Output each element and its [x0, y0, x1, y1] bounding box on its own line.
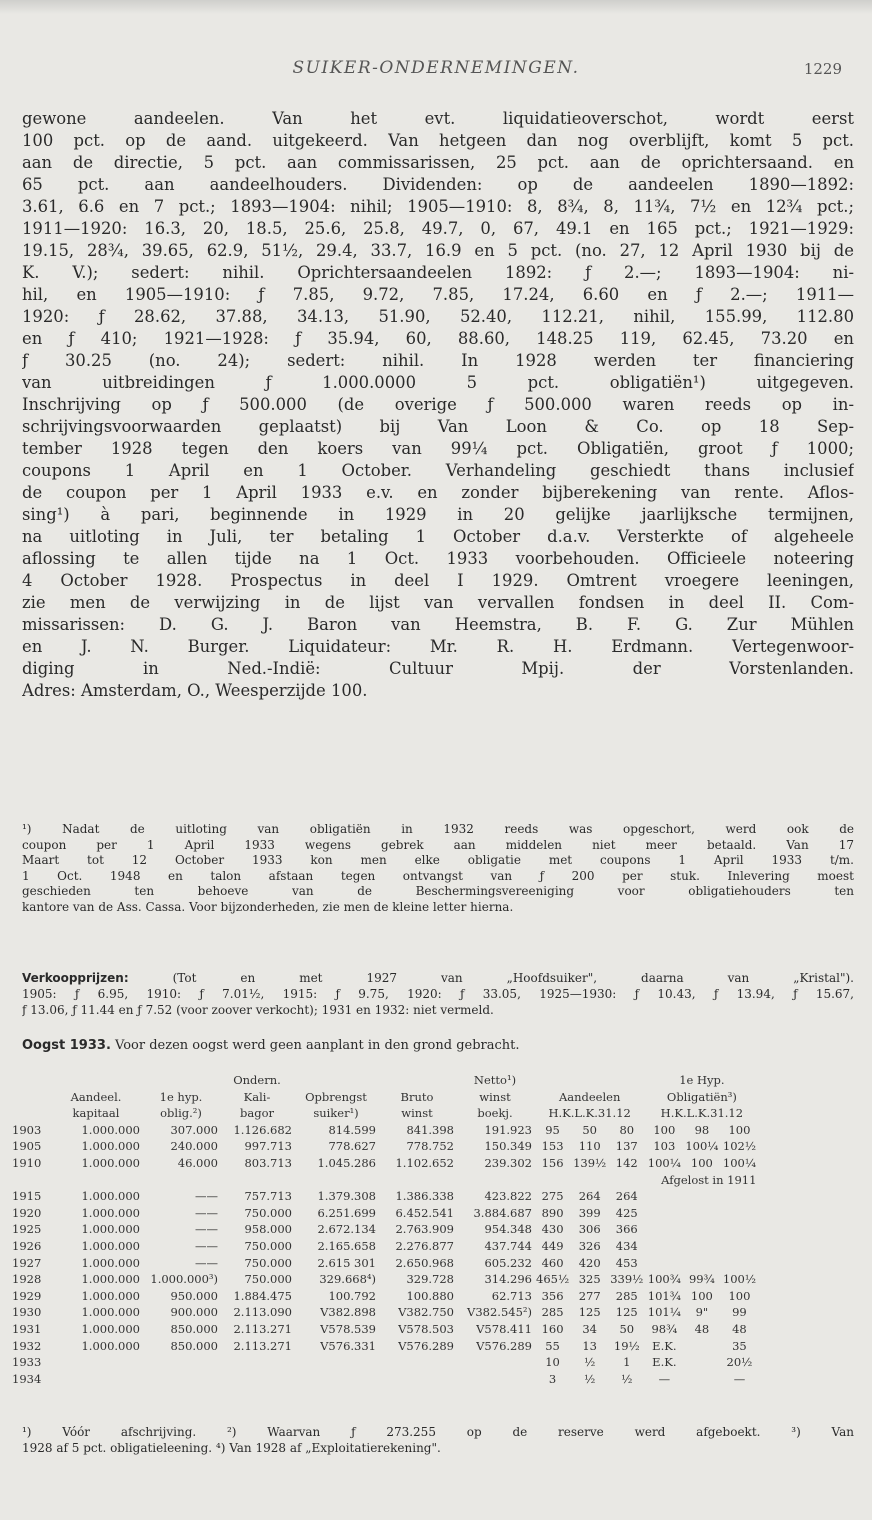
table-header-cell: Opbrengst	[305, 1089, 367, 1104]
table-cell	[456, 1354, 534, 1371]
table-cell: 750.000	[244, 1255, 292, 1270]
text-line: de coupon per 1 April 1933 e.v. en zonder bijberekening van rente. Aflos-	[22, 483, 854, 502]
row-year: 1929	[12, 1288, 42, 1303]
text-line: 1911—1920: 16.3, 20, 18.5, 25.6, 25.8, 49.7, 0, 67, 49.1 en 165 pct.; 1921—1929:	[22, 219, 854, 238]
table-cell: 430	[541, 1222, 564, 1237]
text-line: van uitbreidingen ƒ 1.000.0000 5 pct. obligatiën¹) uitgegeven.	[22, 373, 854, 392]
row-year: 1933	[12, 1355, 42, 1370]
table-header-cell: Ondern.	[233, 1073, 281, 1087]
table-cell: 34	[582, 1321, 597, 1336]
table-cell: 100	[728, 1288, 751, 1303]
footnote-line: kantore van de Ass. Cassa. Voor bijzonderheden, zie men de kleine letter hierna.	[22, 899, 514, 914]
table-cell: E.K.	[652, 1338, 677, 1353]
footnote-line: ¹) Nadat de uitloting van obligatiën in 1932 reeds was opgeschort, werd ook de	[22, 822, 854, 836]
table-cell: 6.251.699	[317, 1205, 376, 1220]
row-year: 1905	[12, 1139, 42, 1154]
row-year: 1927	[12, 1255, 42, 1270]
table-cell: 95	[545, 1122, 560, 1137]
footnote-line: Maart tot 12 October 1933 kon men elke obligatie met coupons 1 April 1933 t/m.	[22, 853, 854, 867]
table-cell: 1.000.000	[81, 1238, 140, 1253]
table-cell: 1.000.000	[81, 1189, 140, 1204]
table-cell: 153	[541, 1139, 564, 1154]
page-header	[0, 58, 872, 84]
table-row	[10, 1371, 758, 1388]
row-year: 1934	[12, 1371, 42, 1386]
table-header-cell	[142, 1072, 220, 1089]
table-cell: 958.000	[244, 1222, 292, 1237]
table-cell: 1.000.000	[81, 1222, 140, 1237]
table-cell: 339½	[610, 1272, 644, 1287]
text-line: schrijvingsvoorwaarden geplaatst) bij Van Loon & Co. op 18 Sep-	[22, 417, 854, 436]
table-header-cell: Aandeel.	[70, 1089, 122, 1104]
table-cell	[645, 1255, 683, 1272]
verkoop-label: Verkoopprijzen:	[22, 971, 129, 985]
table-cell: 750.000	[244, 1205, 292, 1220]
text-line: Inschrijving op ƒ 500.000 (de overige ƒ 500.000 waren reeds op in-	[22, 395, 854, 414]
table-cell: 10	[545, 1355, 560, 1370]
table-cell: 100	[728, 1122, 751, 1137]
table-cell	[50, 1354, 142, 1371]
table-cell: 900.000	[170, 1305, 218, 1320]
table-row	[10, 1271, 758, 1288]
table-cell: 100½	[722, 1272, 756, 1287]
table-cell: 240.000	[170, 1139, 218, 1154]
table-cell	[456, 1371, 534, 1388]
table-cell: 137	[615, 1139, 638, 1154]
table-cell: 101¾	[647, 1288, 681, 1303]
table-cell: ——	[195, 1222, 218, 1237]
table-cell: 264	[615, 1189, 638, 1204]
table-header-cell	[534, 1072, 645, 1089]
table-cell: 325	[578, 1272, 601, 1287]
table-header-cell: bagor	[239, 1106, 274, 1121]
table-cell: 356	[541, 1288, 564, 1303]
text-line: tember 1928 tegen den koers van 99¼ pct. Obligatiën, groot ƒ 1000;	[22, 439, 854, 458]
table-cell: —	[658, 1371, 671, 1386]
table-cell: 778.627	[328, 1139, 376, 1154]
table-cell: 62.713	[491, 1288, 532, 1303]
footnote-1	[22, 822, 854, 915]
table-cell: 1.386.338	[395, 1189, 454, 1204]
table-cell: 103	[653, 1139, 676, 1154]
table-cell: 99	[732, 1305, 747, 1320]
table-header-cell: Aandeelen	[558, 1089, 621, 1104]
text-line: na uitloting in Juli, ter betaling 1 October d.a.v. Versterkte of algeheele	[22, 527, 854, 546]
table-cell: E.K.	[652, 1355, 677, 1370]
table-cell: 48	[694, 1321, 710, 1336]
table-cell: 306	[578, 1222, 601, 1237]
table-cell: 19½	[613, 1338, 640, 1353]
text-line: zie men de verwijzing in de lijst van vervallen fondsen in deel II. Com-	[22, 593, 854, 612]
table-cell: 100¼	[647, 1155, 681, 1170]
text-line: 100 pct. op de aand. uitgekeerd. Van hetgeen dan nog overblijft, komt 5 pct.	[22, 131, 854, 150]
verkoopprijzen-section	[22, 970, 854, 1018]
table-row	[10, 1304, 758, 1321]
table-cell: 13	[582, 1338, 597, 1353]
verkoop-line: 1905: ƒ 6.95, 1910: ƒ 7.01½, 1915: ƒ 9.75, 1920: ƒ 33.05, 1925—1930: ƒ 10.43, ƒ 13.94, ƒ 15.67,	[22, 987, 854, 1001]
row-year: 1928	[12, 1272, 42, 1287]
table-cell: V382.545²)	[467, 1305, 532, 1320]
table-cell: 1.000.000	[81, 1321, 140, 1336]
verkoop-line: Verkoopprijzen: (Tot en met 1927 van „Hoofdsuiker", daarna van „Kristal").	[22, 971, 854, 985]
table-header-cell: 1e Hyp.	[679, 1073, 725, 1087]
text-line: diging in Ned.-Indië: Cultuur Mpij. der Vorstenlanden.	[22, 659, 854, 678]
table-header-cell	[50, 1072, 142, 1089]
table-cell: 1.000.000	[81, 1305, 140, 1320]
table-row	[10, 1155, 758, 1172]
table-cell: V576.331	[320, 1338, 376, 1353]
table-header-row	[10, 1105, 758, 1122]
table-cell: 1.379.308	[317, 1189, 376, 1204]
table-cell: 98¾	[651, 1321, 678, 1336]
table-cell	[720, 1188, 758, 1205]
table-cell: 434	[615, 1238, 638, 1253]
table-cell: V576.289	[476, 1338, 532, 1353]
table-cell	[294, 1371, 378, 1388]
table-cell: Afgelost in 1911	[661, 1172, 757, 1187]
main-text	[22, 108, 854, 702]
table-cell: 125	[615, 1305, 638, 1320]
table-cell: 150.349	[484, 1139, 532, 1154]
table-header-row	[10, 1072, 758, 1089]
table-cell: 102½	[722, 1139, 756, 1154]
table-cell: 1.126.682	[233, 1122, 292, 1137]
table-cell: 425	[615, 1205, 638, 1220]
table-cell	[142, 1371, 220, 1388]
table-cell: 2.615 301	[317, 1255, 376, 1270]
text-line: en J. N. Burger. Liquidateur: Mr. R. H. Erdmann. Vertegenwoor-	[22, 637, 854, 656]
table-header-cell: winst	[401, 1106, 433, 1121]
table-cell	[683, 1255, 720, 1272]
table-cell: ——	[195, 1255, 218, 1270]
table-cell: 750.000	[244, 1272, 292, 1287]
table-header-cell: kapitaal	[72, 1106, 120, 1121]
table-header-cell: 1e hyp.	[159, 1089, 203, 1104]
table-header-cell: H.K.L.K.31.12	[548, 1106, 631, 1121]
table-cell: 142	[615, 1155, 638, 1170]
text-line: 1920: ƒ 28.62, 37.88, 34.13, 51.90, 52.40, 112.21, nihil, 155.99, 112.80	[22, 307, 854, 326]
table-cell: 9"	[695, 1305, 709, 1320]
text-line: sing¹) à pari, beginnende in 1929 in 20 gelijke jaarlijksche termijnen,	[22, 505, 854, 524]
footnote-line: geschieden ten behoeve van de Beschermingsvereeniging voor obligatiehouders ten	[22, 884, 854, 898]
table-cell: 449	[541, 1238, 564, 1253]
text-line: Adres: Amsterdam, O., Weesperzijde 100.	[22, 681, 368, 700]
table-row	[10, 1221, 758, 1238]
table-cell: 3.884.687	[473, 1205, 532, 1220]
table-cell: 1.000.000	[81, 1255, 140, 1270]
table-cell: 48	[732, 1321, 747, 1336]
table-cell: 100¾	[647, 1272, 681, 1287]
table-cell: 156	[541, 1155, 564, 1170]
table-cell: 437.744	[484, 1238, 532, 1253]
table-cell	[720, 1238, 758, 1255]
table-cell: ½	[621, 1371, 633, 1386]
table-cell: 420	[578, 1255, 601, 1270]
table-cell: 285	[541, 1305, 564, 1320]
text-line: 65 pct. aan aandeelhouders. Dividenden: op de aandeelen 1890—1892:	[22, 175, 854, 194]
row-year: 1926	[12, 1238, 42, 1253]
text-line: coupons 1 April en 1 October. Verhandeling geschiedt thans inclusief	[22, 461, 854, 480]
table-cell: 2.165.658	[317, 1238, 376, 1253]
row-year: 1903	[12, 1122, 42, 1137]
table-cell: 99¾	[688, 1272, 715, 1287]
row-year: 1925	[12, 1222, 42, 1237]
oogst-label: Oogst 1933.	[22, 1038, 111, 1053]
text-line: 3.61, 6.6 en 7 pct.; 1893—1904: nihil; 1905—1910: 8, 8¾, 8, 11¾, 7½ en 12¾ pct.;	[22, 197, 854, 216]
table-cell: 1.045.286	[317, 1155, 376, 1170]
table-cell	[683, 1338, 720, 1355]
oogst-text: Voor dezen oogst werd geen aanplant in den grond gebracht.	[115, 1038, 520, 1053]
table-row	[10, 1172, 758, 1189]
table-cell: 125	[578, 1305, 601, 1320]
table-row	[10, 1238, 758, 1255]
table-cell: 2.113.271	[233, 1338, 292, 1353]
table-cell: 2.672.134	[317, 1222, 376, 1237]
table-cell	[220, 1371, 294, 1388]
table-cell	[720, 1205, 758, 1222]
table-cell: 307.000	[170, 1122, 218, 1137]
footnote-line: 1 Oct. 1948 en talon afstaan tegen ontvangst van ƒ 200 per stuk. Inlevering moest	[22, 868, 854, 883]
table-cell: —	[733, 1371, 746, 1386]
table-cell: 285	[615, 1288, 638, 1303]
footnote-2	[22, 1425, 854, 1456]
table-cell: V382.750	[398, 1305, 454, 1320]
row-year: 1920	[12, 1205, 42, 1220]
table-cell: 954.348	[484, 1222, 532, 1237]
table-header-cell: Kali-	[243, 1089, 271, 1104]
oogst-section	[22, 1038, 854, 1053]
table-header-cell	[10, 1072, 50, 1089]
table-cell	[220, 1354, 294, 1371]
statistics-table	[10, 1072, 758, 1387]
table-cell: V578.503	[398, 1321, 454, 1336]
table-cell: 2.113.271	[233, 1321, 292, 1336]
table-cell: 100	[690, 1288, 713, 1303]
table-cell: 1.000.000	[81, 1139, 140, 1154]
table-cell: 100¼	[685, 1139, 719, 1154]
table-row	[10, 1138, 758, 1155]
table-cell: 803.713	[244, 1155, 292, 1170]
table-cell: 100	[690, 1155, 713, 1170]
table-cell: V578.539	[320, 1321, 376, 1336]
table-row	[10, 1205, 758, 1222]
text-line: aflossing te allen tijde na 1 Oct. 1933 voorbehouden. Officieele noteering	[22, 549, 854, 568]
footnote-line: coupon per 1 April 1933 wegens gebrek aan middelen niet meer betaald. Van 17	[22, 837, 854, 852]
table-row	[10, 1288, 758, 1305]
table-cell: 2.763.909	[395, 1222, 454, 1237]
table-cell: 160	[541, 1321, 564, 1336]
table-cell: 1.000.000³)	[150, 1272, 218, 1287]
row-year: 1930	[12, 1305, 42, 1320]
table-cell: 100.792	[328, 1288, 376, 1303]
table-cell: 1.000.000	[81, 1205, 140, 1220]
table-cell: 50	[619, 1321, 635, 1336]
table-header-cell	[294, 1072, 378, 1089]
table-cell: 465½	[536, 1272, 570, 1287]
text-line: ƒ 30.25 (no. 24); sedert: nihil. In 1928 werden ter financiering	[22, 351, 854, 370]
table-cell: 453	[615, 1255, 638, 1270]
table-cell: 239.302	[484, 1155, 532, 1170]
table-cell: 55	[545, 1338, 560, 1353]
table-cell	[645, 1221, 683, 1238]
table-cell	[720, 1221, 758, 1238]
table-header-cell	[378, 1072, 456, 1089]
text-line: K. V.); sedert: nihil. Oprichtersaandeelen 1892: ƒ 2.—; 1893—1904: ni-	[22, 263, 854, 282]
table-cell: 35	[732, 1338, 747, 1353]
text-line: missarissen: D. G. J. Baron van Heemstra, B. F. G. Zur Mühlen	[22, 615, 854, 634]
table-cell	[378, 1371, 456, 1388]
table-cell: V382.898	[320, 1305, 376, 1320]
table-header-cell: oblig.²)	[160, 1106, 202, 1121]
table-cell: 100¼	[722, 1155, 756, 1170]
table-cell: 50	[582, 1122, 597, 1137]
table-cell: ——	[195, 1205, 218, 1220]
table-cell	[10, 1172, 645, 1189]
text-line: aan de directie, 5 pct. aan commissarissen, 25 pct. aan de oprichtersaand. en	[22, 153, 854, 172]
table-cell: 841.398	[406, 1122, 454, 1137]
table-cell: 98	[694, 1122, 710, 1137]
table-cell: 275	[541, 1189, 564, 1204]
table-cell: 191.923	[484, 1122, 532, 1137]
table-cell: 1.000.000	[81, 1155, 140, 1170]
table-header-cell: boekj.	[477, 1106, 513, 1121]
table-cell: 6.452.541	[395, 1205, 454, 1220]
table-header-cell: winst	[479, 1089, 511, 1104]
table-cell	[683, 1205, 720, 1222]
table-cell: ——	[195, 1189, 218, 1204]
table-row	[10, 1338, 758, 1355]
table-cell: 814.599	[328, 1122, 376, 1137]
table-header-cell	[10, 1105, 50, 1122]
table-cell: 3	[548, 1371, 557, 1386]
footnote-line: 1928 af 5 pct. obligatieleening. ⁴) Van 1928 af „Exploitatierekening".	[22, 1440, 441, 1455]
table-cell: 2.650.968	[395, 1255, 454, 1270]
table-cell: 264	[578, 1189, 601, 1204]
table-cell: 80	[619, 1122, 635, 1137]
page-top-edge	[0, 0, 872, 14]
table-cell	[683, 1238, 720, 1255]
page-number: 1229	[803, 60, 842, 78]
table-cell: 1.000.000	[81, 1122, 140, 1137]
table-cell	[294, 1354, 378, 1371]
table-header-cell: Obligatiën³)	[666, 1089, 737, 1104]
table-cell	[720, 1255, 758, 1272]
table-cell: 20½	[726, 1355, 753, 1370]
table-cell: 1.884.475	[233, 1288, 292, 1303]
table-cell: 326	[578, 1238, 601, 1253]
table-row	[10, 1354, 758, 1371]
table-header-cell: Netto¹)	[473, 1073, 517, 1087]
table-cell	[683, 1188, 720, 1205]
table-cell	[645, 1205, 683, 1222]
table-cell: ½	[584, 1355, 596, 1370]
table-cell: 460	[541, 1255, 564, 1270]
table-cell: 329.668⁴)	[319, 1272, 376, 1287]
table-header-cell: suiker¹)	[313, 1106, 359, 1121]
table-cell: 110	[578, 1139, 601, 1154]
table-cell: 366	[615, 1222, 638, 1237]
running-title: SUIKER-ONDERNEMINGEN.	[292, 58, 580, 78]
table-header-cell: H.K.L.K.31.12	[660, 1106, 744, 1121]
table-cell: 100.880	[406, 1288, 454, 1303]
table-row	[10, 1321, 758, 1338]
table-cell: 46.000	[177, 1155, 218, 1170]
table-cell: V576.289	[398, 1338, 454, 1353]
table-cell: 605.232	[484, 1255, 532, 1270]
table-cell: 997.713	[244, 1139, 292, 1154]
table-cell: ——	[195, 1238, 218, 1253]
verkoop-line: ƒ 13.06, ƒ 11.44 en ƒ 7.52 (voor zoover verkocht); 1931 en 1932: niet vermeld.	[22, 1003, 494, 1017]
table-cell	[50, 1371, 142, 1388]
table-row	[10, 1255, 758, 1272]
table-cell: 757.713	[244, 1189, 292, 1204]
table-cell: 139½	[573, 1155, 607, 1170]
table-cell: 750.000	[244, 1238, 292, 1253]
table-cell: V578.411	[476, 1321, 532, 1336]
text-line: hil, en 1905—1910: ƒ 7.85, 9.72, 7.85, 17.24, 6.60 en ƒ 2.—; 1911—	[22, 285, 854, 304]
text-line: 4 October 1928. Prospectus in deel I 1929. Omtrent vroegere leeningen,	[22, 571, 854, 590]
table-header-row	[10, 1089, 758, 1106]
table-cell: 1	[623, 1355, 631, 1370]
table-cell: 850.000	[170, 1321, 218, 1336]
text-line: gewone aandeelen. Van het evt. liquidatieoverschot, wordt eerst	[22, 109, 854, 128]
table-row	[10, 1188, 758, 1205]
table-cell	[683, 1221, 720, 1238]
table-row	[10, 1122, 758, 1139]
table-cell	[378, 1354, 456, 1371]
table-cell: 277	[578, 1288, 601, 1303]
table-cell: 2.276.877	[395, 1238, 454, 1253]
table-cell	[645, 1188, 683, 1205]
table-cell: 2.113.090	[233, 1305, 292, 1320]
text-line: 19.15, 28¾, 39.65, 62.9, 51½, 29.4, 33.7, 16.9 en 5 pct. (no. 27, 12 April 1930 bij de	[22, 241, 854, 260]
table-cell	[683, 1354, 720, 1371]
table-cell: 399	[578, 1205, 601, 1220]
table-cell: 314.296	[484, 1272, 532, 1287]
table-cell: 1.000.000	[81, 1288, 140, 1303]
table-cell	[645, 1238, 683, 1255]
table-cell: 100	[653, 1122, 676, 1137]
table-cell: 890	[541, 1205, 564, 1220]
row-year: 1932	[12, 1338, 42, 1353]
footnote-line: ¹) Vóór afschrijving. ²) Waarvan ƒ 273.255 op de reserve werd afgeboekt. ³) Van	[22, 1425, 854, 1439]
row-year: 1910	[12, 1155, 42, 1170]
table-header-cell	[10, 1089, 50, 1106]
table-cell: 1.000.000	[81, 1338, 140, 1353]
table-cell: 850.000	[170, 1338, 218, 1353]
text-line: en ƒ 410; 1921—1928: ƒ 35.94, 60, 88.60, 148.25 119, 62.45, 73.20 en	[22, 329, 854, 348]
table-cell: 423.822	[484, 1189, 532, 1204]
row-year: 1931	[12, 1321, 42, 1336]
table-cell: 950.000	[170, 1288, 218, 1303]
table-cell: ½	[584, 1371, 596, 1386]
table-cell: 101¼	[647, 1305, 681, 1320]
row-year: 1915	[12, 1189, 42, 1204]
table-header-cell: Bruto	[400, 1089, 434, 1104]
table-cell	[683, 1371, 720, 1388]
table-cell: 1.000.000	[81, 1272, 140, 1287]
table-cell: 778.752	[406, 1139, 454, 1154]
table-cell: 1.102.652	[395, 1155, 454, 1170]
table-cell	[142, 1354, 220, 1371]
table-cell: 329.728	[406, 1272, 454, 1287]
